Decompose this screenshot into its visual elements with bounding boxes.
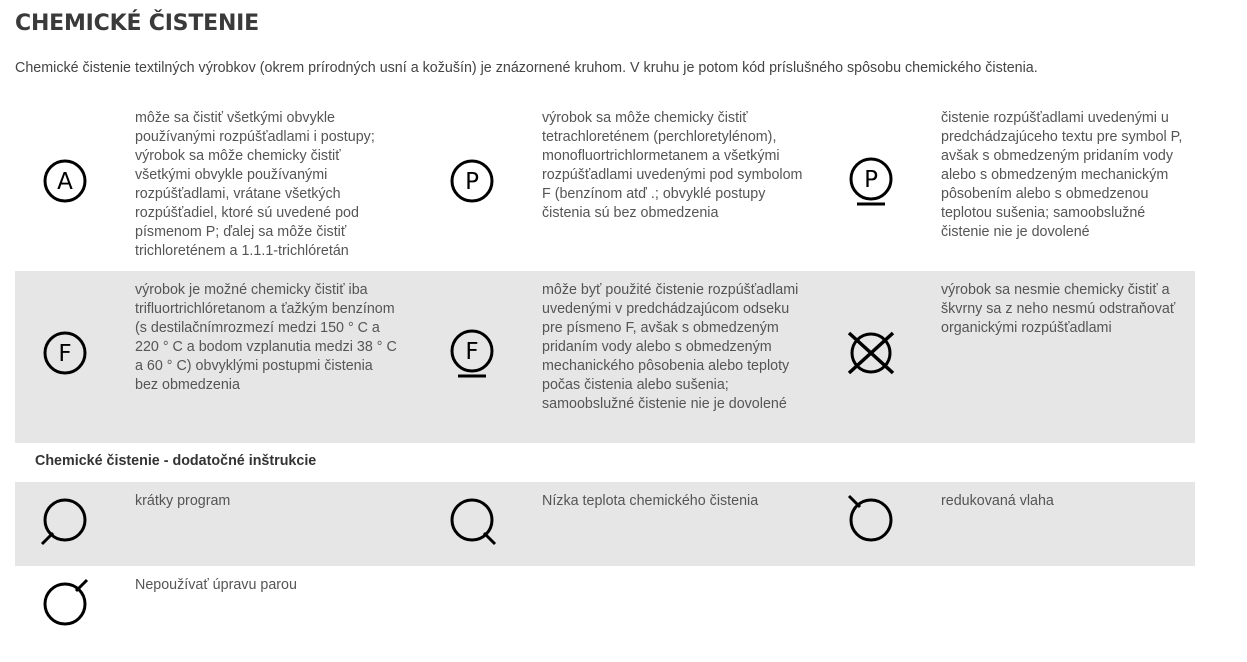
section-heading: Chemické čistenie - dodatočné inštrukcie	[35, 453, 317, 469]
circle-slash-bottom-left-icon	[37, 492, 93, 548]
intro-text: Chemické čistenie textilných výrobkov (okrem prírodných usní a kožušín) je znázornené kruhom. V kruhu je potom kód príslušného spôsobu chemického čistenia.	[15, 60, 1038, 76]
circle-p-icon	[444, 153, 500, 209]
circle-f-icon	[37, 325, 93, 381]
svg-text:P: P	[465, 169, 479, 195]
circle-p-underline-icon	[843, 153, 899, 209]
svg-text:F: F	[465, 339, 479, 365]
symbol-row	[15, 566, 1195, 650]
additional-section-header	[15, 443, 1195, 482]
symbol-row	[15, 482, 1195, 566]
symbol-description: výrobok je možné chemicky čistiť iba trifluortrichlóretanom a ťažkým benzínom (s destilačnímrozmezí medzi 150 ° C a 220 ° C a bodom vzplanutia medzi 38 ° C a 60 ° C) obvyklými postupmi čistenia bez obmedzenia	[135, 282, 397, 393]
symbol-description: redukovaná vlaha	[941, 493, 1054, 509]
circle-slash-top-left-icon	[843, 492, 899, 548]
circle-a-icon	[37, 153, 93, 209]
symbol-description: Nepoužívať úpravu parou	[135, 577, 297, 593]
symbol-description: Nízka teplota chemického čistenia	[542, 493, 759, 509]
symbol-row	[15, 271, 1195, 443]
symbol-description: výrobok sa môže chemicky čistiť tetrachloreténem (perchloretylénom), monofluortrichlormetanem a všetkými rozpúšťadlami uvedenými pod symbolom F (benzínom atď .; obvyklé postupy čistenia sú bez obmedzenia	[542, 110, 803, 221]
circle-crossed-icon	[843, 325, 899, 381]
circle-slash-top-right-icon	[37, 576, 93, 632]
symbol-description: čistenie rozpúšťadlami uvedenými u predchádzajúceho textu pre symbol P, avšak s obmedzeným pridaním vody alebo s obmedzeným mechanickým pôsobením alebo s obmedzenou teplotou sušenia; samoobslužné čistenie nie je dovolené	[941, 110, 1183, 240]
page-title: CHEMICKÉ ČISTENIE	[15, 11, 259, 36]
svg-text:A: A	[57, 169, 73, 195]
symbol-row	[15, 99, 1195, 271]
circle-f-underline-icon	[444, 325, 500, 381]
symbol-description: môže sa čistiť všetkými obvykle používanými rozpúšťadlami i postupy; výrobok sa môže chemicky čistiť všetkými obvykle používanými rozpúšťadlami, vrátane všetkých rozpúšťadiel, ktoré sú uvedené pod písmenom P; ďalej sa môže čistiť trichloreténem a 1.1.1-trichlóretán	[135, 110, 375, 259]
svg-text:P: P	[864, 167, 878, 193]
circle-slash-bottom-right-icon	[444, 492, 500, 548]
symbol-description: krátky program	[135, 493, 231, 509]
symbol-description: výrobok sa nesmie chemicky čistiť a škvrny sa z neho nesmú odstraňovať organickými rozpúšťadlami	[941, 282, 1176, 336]
symbol-description: môže byť použité čistenie rozpúšťadlami uvedenými v predchádzajúcom odseku pre písmeno F, avšak s obmedzeným pridaním vody alebo s obmedzeným mechanického pôsobenia alebo teploty počas čistenia alebo sušenia; samoobslužné čistenie nie je dovolené	[542, 282, 799, 412]
svg-text:F: F	[58, 341, 72, 367]
